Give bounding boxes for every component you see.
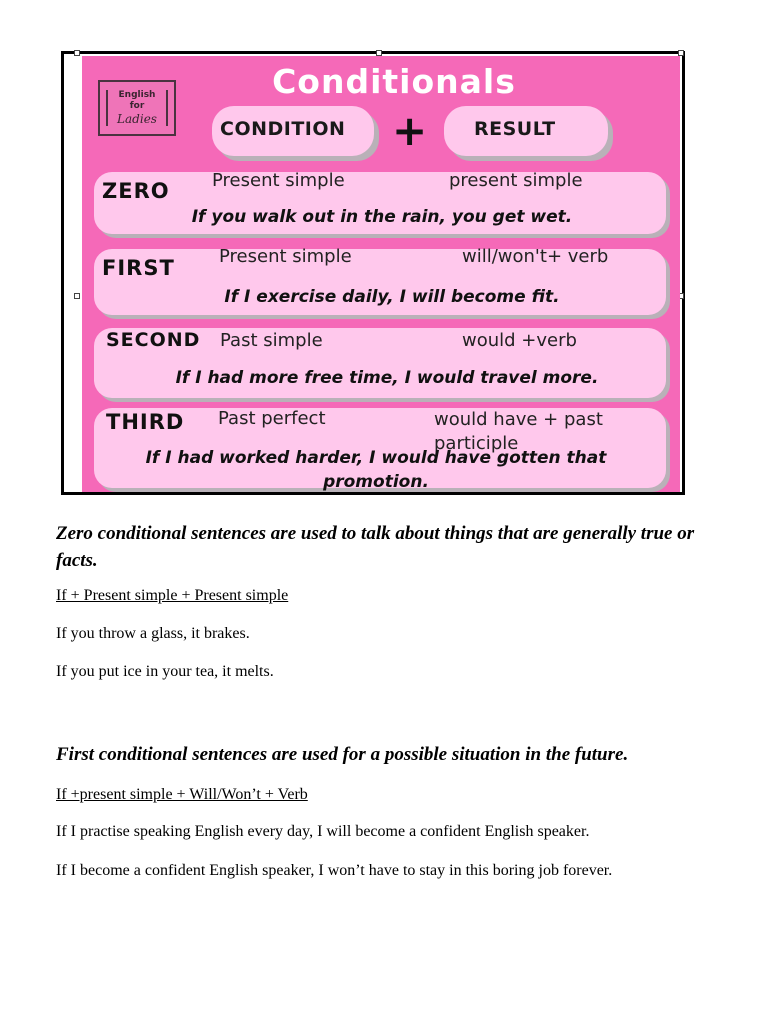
zero-condition: Present simple — [212, 170, 345, 191]
first-example-1: If I practise speaking English every day, I will become a confident English speaker. — [56, 823, 590, 840]
zero-example: If you walk out in the rain, you get wet. — [191, 207, 573, 227]
plus-sign: + — [392, 106, 428, 155]
third-example: If I had worked harder, I would have gotten that promotion. — [145, 448, 607, 492]
first-example-2: If I become a confident English speaker, I won’t have to stay in this boring job forever. — [56, 862, 613, 879]
second-result: would +verb — [462, 330, 577, 351]
conditionals-infographic[interactable] — [61, 51, 685, 495]
resize-handle-middle-left[interactable] — [74, 293, 80, 299]
second-name: SECOND — [106, 329, 201, 351]
first-conditional-heading: First conditional sentences are used for a possible situation in the future. — [56, 744, 629, 765]
zero-conditional-formula: If + Present simple + Present simple — [56, 587, 289, 604]
third-name: THIRD — [106, 410, 185, 434]
zero-example-2: If you put ice in your tea, it melts. — [56, 663, 274, 680]
zero-result: present simple — [449, 170, 583, 191]
second-condition: Past simple — [220, 330, 323, 351]
third-result: would have + past participle — [434, 409, 603, 454]
zero-example-1: If you throw a glass, it brakes. — [56, 625, 250, 642]
result-label: RESULT — [474, 118, 556, 140]
zero-name: ZERO — [102, 179, 170, 203]
poster-title: Conditionals — [272, 62, 516, 101]
first-name: FIRST — [102, 256, 175, 280]
third-condition: Past perfect — [218, 408, 326, 429]
zero-conditional-heading: Zero conditional sentences are used to talk about things that are generally true or facts. — [56, 523, 695, 571]
poster — [82, 56, 680, 492]
english-for-ladies-logo — [98, 80, 176, 136]
first-conditional-formula: If +present simple + Will/Won’t + Verb — [56, 786, 308, 803]
logo-line-2: for — [129, 101, 145, 111]
resize-handle-top-left[interactable] — [74, 50, 80, 56]
condition-pill — [212, 106, 374, 156]
first-example: If I exercise daily, I will become fit. — [224, 287, 560, 307]
logo-line-1: English — [118, 90, 156, 100]
first-result: will/won't+ verb — [462, 246, 609, 267]
second-example: If I had more free time, I would travel more. — [175, 368, 599, 388]
first-condition: Present simple — [219, 246, 352, 267]
logo-line-3: Ladies — [117, 112, 157, 126]
result-pill — [444, 106, 608, 156]
condition-label: CONDITION — [220, 118, 346, 140]
